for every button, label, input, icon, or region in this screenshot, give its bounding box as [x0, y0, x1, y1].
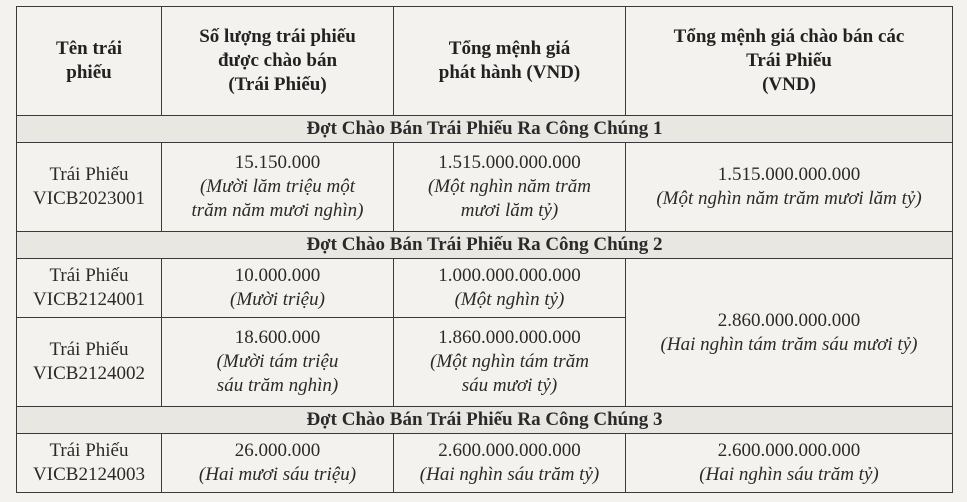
quantity-words: (Hai mươi sáu triệu) — [198, 464, 357, 485]
quantity-cell — [162, 434, 394, 493]
bond-name: Trái Phiếu VICB2023001 — [33, 164, 145, 209]
bond-name: Trái Phiếu VICB2124002 — [33, 339, 145, 384]
offering-value-words: (Hai nghìn sáu trăm tỷ) — [699, 464, 879, 485]
table-header-row — [17, 7, 953, 116]
offering-value-cell — [626, 434, 953, 493]
header-quantity — [162, 7, 394, 116]
header-par-value-text: Tổng mệnh giá phát hành (VND) — [438, 38, 581, 83]
par-value: 1.515.000.000.000 — [438, 152, 581, 173]
offering-value-words: (Một nghìn năm trăm mươi lăm tỷ) — [656, 188, 922, 209]
quantity-value: 26.000.000 — [234, 440, 321, 461]
par-value: 1.000.000.000.000 — [438, 265, 581, 286]
section-row — [17, 407, 953, 434]
par-value-words: (Một nghìn năm trăm mươi lăm tỷ) — [427, 176, 592, 221]
bond-name: Trái Phiếu VICB2124003 — [33, 440, 145, 485]
par-value-cell — [394, 318, 626, 407]
par-value-words: (Hai nghìn sáu trăm tỷ) — [419, 464, 600, 485]
bond-name-cell — [17, 143, 162, 232]
header-offering-value — [626, 7, 953, 116]
quantity-words: (Mười tám triệu sáu trăm nghìn) — [216, 351, 339, 396]
quantity-words: (Mười triệu) — [230, 289, 325, 310]
par-value-cell — [394, 259, 626, 318]
section-row — [17, 232, 953, 259]
par-value-cell — [394, 143, 626, 232]
bond-name-cell — [17, 259, 162, 318]
offering-value-cell — [626, 259, 953, 407]
header-quantity-text: Số lượng trái phiếu được chào bán (Trái Phiếu) — [199, 26, 356, 95]
offering-value: 2.860.000.000.000 — [717, 309, 861, 331]
header-bond-name — [17, 7, 162, 116]
offering-value-words: (Hai nghìn tám trăm sáu mươi tỷ) — [660, 333, 918, 355]
quantity-cell — [162, 259, 394, 318]
quantity-cell — [162, 318, 394, 407]
quantity-value: 18.600.000 — [234, 327, 321, 348]
quantity-words: (Mười lăm triệu một trăm năm mươi nghìn) — [191, 176, 364, 221]
bond-name: Trái Phiếu VICB2124001 — [33, 265, 145, 310]
header-bond-name-text: Tên trái phiếu — [56, 38, 122, 83]
bond-name-cell — [17, 434, 162, 493]
section-title: Đợt Chào Bán Trái Phiếu Ra Công Chúng 2 — [17, 232, 953, 259]
par-value-words: (Một nghìn tỷ) — [454, 289, 565, 310]
par-value: 2.600.000.000.000 — [438, 440, 581, 461]
offering-value: 2.600.000.000.000 — [717, 440, 861, 461]
table-row — [17, 143, 953, 232]
header-par-value — [394, 7, 626, 116]
section-row — [17, 116, 953, 143]
par-value: 1.860.000.000.000 — [438, 327, 581, 348]
header-offering-value-text: Tổng mệnh giá chào bán các Trái Phiếu (VND) — [673, 26, 905, 95]
offering-value-cell — [626, 143, 953, 232]
table-row — [17, 259, 953, 318]
quantity-value: 10.000.000 — [234, 265, 321, 286]
bond-offering-table — [16, 6, 953, 493]
quantity-cell — [162, 143, 394, 232]
section-title: Đợt Chào Bán Trái Phiếu Ra Công Chúng 3 — [17, 407, 953, 434]
bond-name-cell — [17, 318, 162, 407]
par-value-cell — [394, 434, 626, 493]
table-row — [17, 434, 953, 493]
section-title: Đợt Chào Bán Trái Phiếu Ra Công Chúng 1 — [17, 116, 953, 143]
par-value-words: (Một nghìn tám trăm sáu mươi tỷ) — [430, 351, 589, 396]
offering-value: 1.515.000.000.000 — [717, 164, 861, 185]
quantity-value: 15.150.000 — [234, 152, 321, 173]
